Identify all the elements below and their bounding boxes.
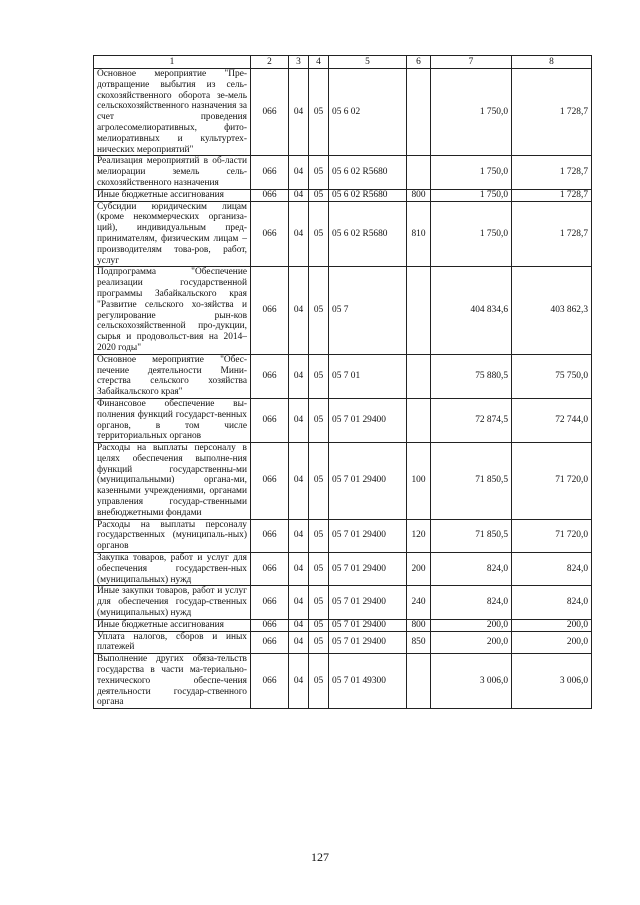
section-code: 04 <box>289 398 309 442</box>
amount-col8: 1 728,7 <box>512 69 592 156</box>
ministry-code: 066 <box>251 631 289 654</box>
page-number: 127 <box>311 850 329 864</box>
amount-col7: 200,0 <box>431 631 512 654</box>
section-code: 04 <box>289 189 309 201</box>
ministry-code: 066 <box>251 267 289 354</box>
table-row <box>94 519 592 552</box>
amount-col7: 1 750,0 <box>431 156 512 189</box>
expense-type-code <box>407 69 431 156</box>
row-name: Выполнение других обяза-тельств государства в части ма-териально-технического обеспе-чения деятельности государ-ственного органа <box>94 654 251 709</box>
expense-type-code: 100 <box>407 443 431 520</box>
target-code: 05 7 01 49300 <box>329 654 407 709</box>
target-code: 05 7 01 29400 <box>329 398 407 442</box>
column-header: 8 <box>512 56 592 69</box>
row-name: Субсидии юридическим лицам (кроме некоммерческих организа-ций), индивидуальным пред-принимателям, физическим лицам – производителям това-ров, работ, услуг <box>94 201 251 267</box>
row-name: Закупка товаров, работ и услуг для обеспечения государствен-ных (муниципальных) нужд <box>94 553 251 586</box>
amount-col8: 403 862,3 <box>512 267 592 354</box>
subsection-code: 05 <box>309 267 329 354</box>
ministry-code: 066 <box>251 553 289 586</box>
column-header: 4 <box>309 56 329 69</box>
row-name: Расходы на выплаты персоналу в целях обеспечения выполне-ния функций государственны-ми (муниципальными) органа-ми, казенными учреждениями, органами управления государ-ственными внебюджетными фондами <box>94 443 251 520</box>
amount-col8: 200,0 <box>512 619 592 631</box>
expense-type-code <box>407 398 431 442</box>
section-code: 04 <box>289 519 309 552</box>
ministry-code: 066 <box>251 156 289 189</box>
subsection-code: 05 <box>309 586 329 619</box>
column-header: 6 <box>407 56 431 69</box>
row-name: Подпрограмма "Обеспечение реализации государственной программы Забайкальского края "Развитие сельского хо-зяйства и регулирование рын-ков сельскохозяйственной про-дукции, сырья и продовольст-вия на 2014–2020 годы" <box>94 267 251 354</box>
ministry-code: 066 <box>251 654 289 709</box>
expense-type-code: 200 <box>407 553 431 586</box>
subsection-code: 05 <box>309 619 329 631</box>
target-code: 05 6 02 <box>329 69 407 156</box>
amount-col8: 200,0 <box>512 631 592 654</box>
column-header: 3 <box>289 56 309 69</box>
header-row <box>94 56 592 69</box>
section-code: 04 <box>289 443 309 520</box>
amount-col7: 200,0 <box>431 619 512 631</box>
subsection-code: 05 <box>309 519 329 552</box>
table-row <box>94 189 592 201</box>
amount-col7: 1 750,0 <box>431 69 512 156</box>
subsection-code: 05 <box>309 443 329 520</box>
table-row <box>94 619 592 631</box>
subsection-code: 05 <box>309 354 329 398</box>
section-code: 04 <box>289 354 309 398</box>
section-code: 04 <box>289 654 309 709</box>
table-row <box>94 398 592 442</box>
amount-col7: 404 834,6 <box>431 267 512 354</box>
subsection-code: 05 <box>309 398 329 442</box>
row-name: Иные бюджетные ассигнования <box>94 189 251 201</box>
target-code: 05 7 01 29400 <box>329 619 407 631</box>
expense-type-code <box>407 267 431 354</box>
column-header: 5 <box>329 56 407 69</box>
target-code: 05 7 01 29400 <box>329 586 407 619</box>
ministry-code: 066 <box>251 398 289 442</box>
amount-col8: 824,0 <box>512 553 592 586</box>
row-name: Основное мероприятие "Пре-дотвращение выбытия из сель-скохозяйственного оборота зе-мель сельскохозяйственного назначения за счет проведения агролесомелиоративных, фито-мелиоративных и культуртех-нических мероприятий" <box>94 69 251 156</box>
amount-col7: 1 750,0 <box>431 201 512 267</box>
amount-col7: 72 874,5 <box>431 398 512 442</box>
row-name: Иные закупки товаров, работ и услуг для обеспечения государ-ственных (муниципальных) нужд <box>94 586 251 619</box>
table-row <box>94 553 592 586</box>
target-code: 05 6 02 R5680 <box>329 156 407 189</box>
row-name: Расходы на выплаты персоналу государственных (муниципаль-ных) органов <box>94 519 251 552</box>
expense-type-code <box>407 156 431 189</box>
expense-type-code: 810 <box>407 201 431 267</box>
amount-col8: 824,0 <box>512 586 592 619</box>
expense-type-code: 800 <box>407 189 431 201</box>
column-header: 7 <box>431 56 512 69</box>
ministry-code: 066 <box>251 519 289 552</box>
section-code: 04 <box>289 201 309 267</box>
budget-table <box>93 55 592 709</box>
section-code: 04 <box>289 267 309 354</box>
column-header: 1 <box>94 56 251 69</box>
column-header: 2 <box>251 56 289 69</box>
row-name: Уплата налогов, сборов и иных платежей <box>94 631 251 654</box>
section-code: 04 <box>289 156 309 189</box>
amount-col8: 75 750,0 <box>512 354 592 398</box>
subsection-code: 05 <box>309 69 329 156</box>
row-name: Реализация мероприятий в об-ласти мелиорации земель сель-скохозяйственного назначения <box>94 156 251 189</box>
amount-col8: 1 728,7 <box>512 156 592 189</box>
subsection-code: 05 <box>309 201 329 267</box>
table-row <box>94 443 592 520</box>
section-code: 04 <box>289 69 309 156</box>
amount-col8: 1 728,7 <box>512 201 592 267</box>
subsection-code: 05 <box>309 553 329 586</box>
row-name: Финансовое обеспечение вы-полнения функций государст-венных органов, в том числе территориальных органов <box>94 398 251 442</box>
expense-type-code: 800 <box>407 619 431 631</box>
table-row <box>94 267 592 354</box>
table-row <box>94 354 592 398</box>
target-code: 05 6 02 R5680 <box>329 201 407 267</box>
target-code: 05 7 01 <box>329 354 407 398</box>
amount-col7: 75 880,5 <box>431 354 512 398</box>
amount-col7: 824,0 <box>431 553 512 586</box>
subsection-code: 05 <box>309 654 329 709</box>
expense-type-code: 120 <box>407 519 431 552</box>
ministry-code: 066 <box>251 619 289 631</box>
amount-col7: 71 850,5 <box>431 443 512 520</box>
section-code: 04 <box>289 631 309 654</box>
ministry-code: 066 <box>251 201 289 267</box>
target-code: 05 6 02 R5680 <box>329 189 407 201</box>
section-code: 04 <box>289 586 309 619</box>
table-row <box>94 631 592 654</box>
section-code: 04 <box>289 619 309 631</box>
target-code: 05 7 <box>329 267 407 354</box>
ministry-code: 066 <box>251 189 289 201</box>
table-row <box>94 156 592 189</box>
expense-type-code <box>407 354 431 398</box>
ministry-code: 066 <box>251 354 289 398</box>
amount-col8: 71 720,0 <box>512 443 592 520</box>
expense-type-code: 850 <box>407 631 431 654</box>
amount-col7: 3 006,0 <box>431 654 512 709</box>
table-row <box>94 586 592 619</box>
section-code: 04 <box>289 553 309 586</box>
row-name: Основное мероприятие "Обес-печение деятельности Мини-стерства сельского хозяйства Забайкальского края" <box>94 354 251 398</box>
expense-type-code <box>407 654 431 709</box>
ministry-code: 066 <box>251 586 289 619</box>
subsection-code: 05 <box>309 631 329 654</box>
expense-type-code: 240 <box>407 586 431 619</box>
target-code: 05 7 01 29400 <box>329 519 407 552</box>
target-code: 05 7 01 29400 <box>329 443 407 520</box>
subsection-code: 05 <box>309 189 329 201</box>
amount-col7: 1 750,0 <box>431 189 512 201</box>
amount-col7: 71 850,5 <box>431 519 512 552</box>
target-code: 05 7 01 29400 <box>329 631 407 654</box>
table-row <box>94 654 592 709</box>
amount-col8: 72 744,0 <box>512 398 592 442</box>
amount-col7: 824,0 <box>431 586 512 619</box>
amount-col8: 3 006,0 <box>512 654 592 709</box>
ministry-code: 066 <box>251 69 289 156</box>
row-name: Иные бюджетные ассигнования <box>94 619 251 631</box>
amount-col8: 1 728,7 <box>512 189 592 201</box>
target-code: 05 7 01 29400 <box>329 553 407 586</box>
table-row <box>94 201 592 267</box>
subsection-code: 05 <box>309 156 329 189</box>
ministry-code: 066 <box>251 443 289 520</box>
table-row <box>94 69 592 156</box>
amount-col8: 71 720,0 <box>512 519 592 552</box>
